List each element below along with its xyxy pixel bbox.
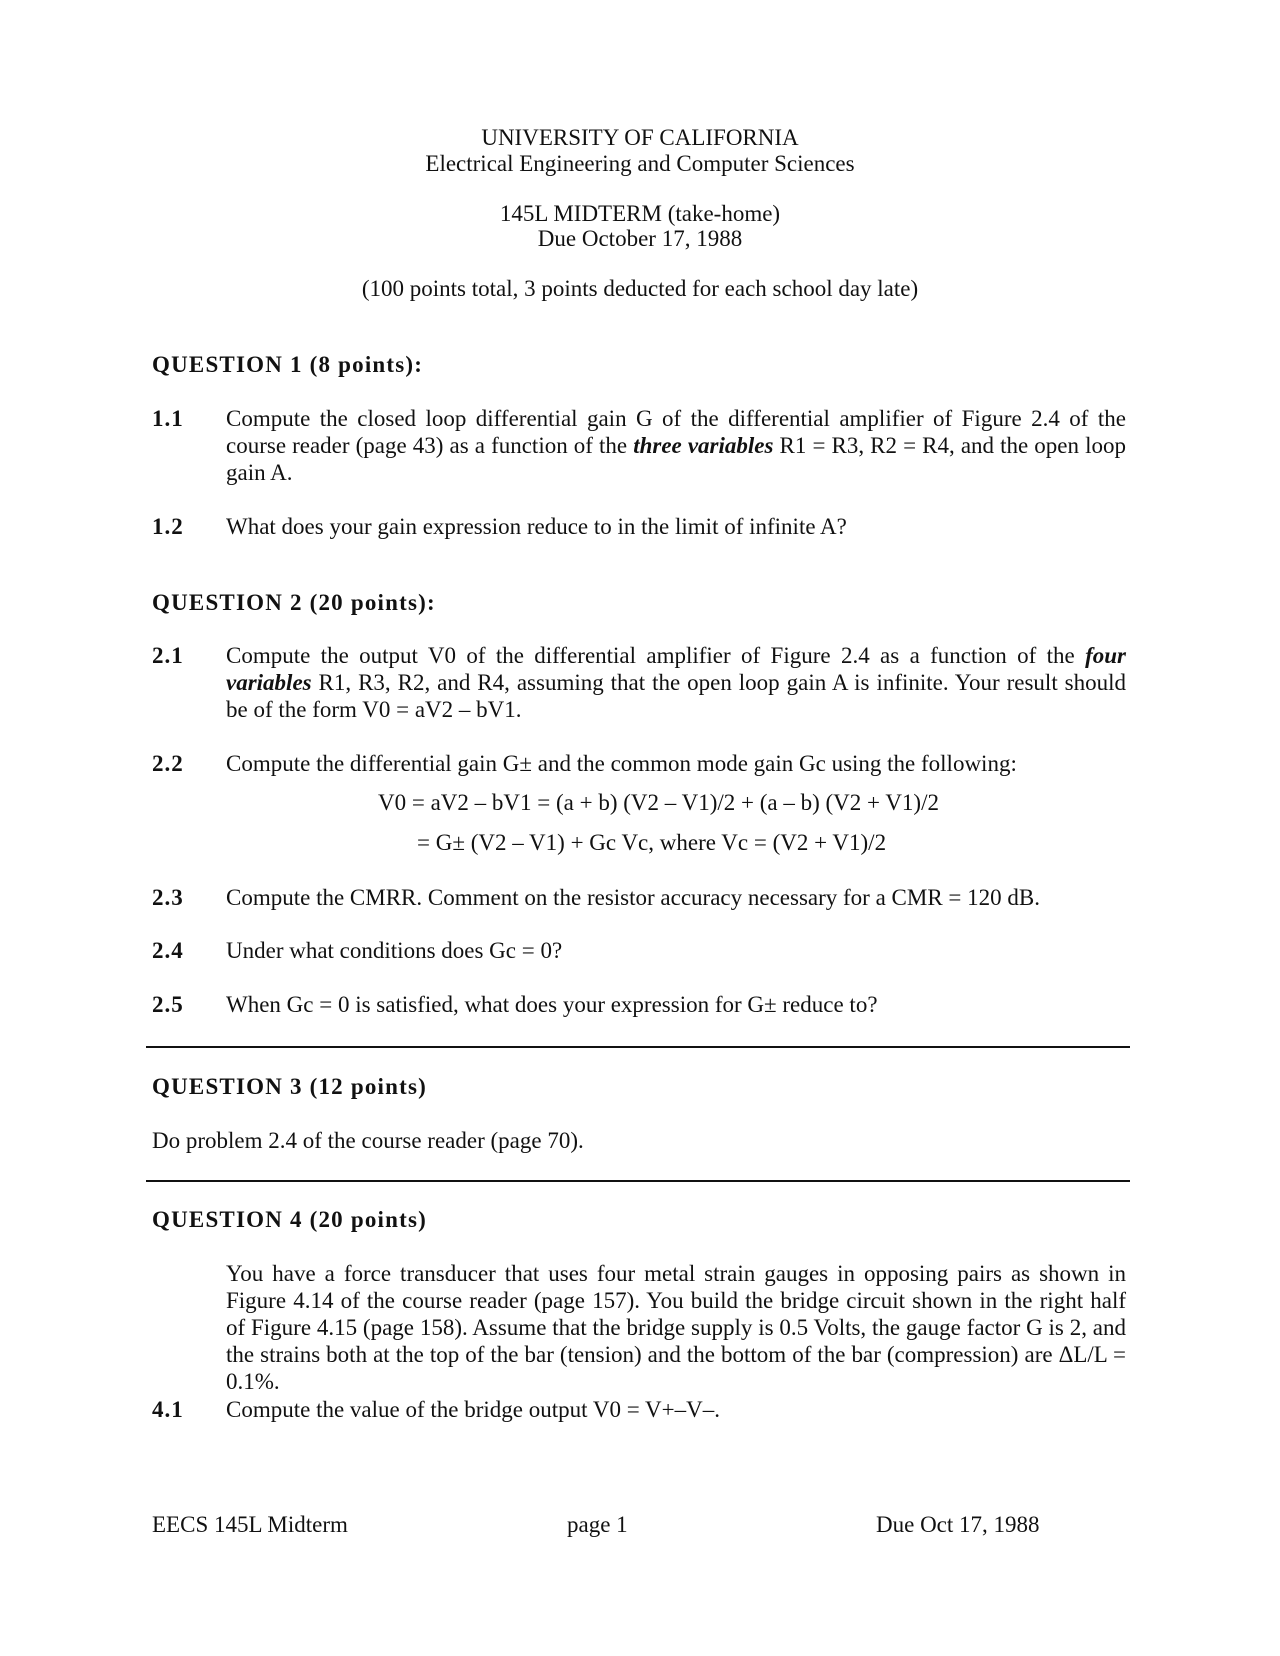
equation-line-2: = G± (V2 – V1) + Gc Vc, where Vc = (V2 + V1)/2 <box>417 830 887 855</box>
item-2-1-text-a: Compute the output V0 of the differential amplifier of Figure 2.4 as a function of the <box>226 643 1086 668</box>
item-2-1-emphasis: four variables <box>226 643 1126 695</box>
item-1-1-emphasis: three variables <box>633 433 774 458</box>
footer-course: EECS 145L Midterm <box>152 1512 348 1537</box>
item-2-1-text <box>226 642 1126 723</box>
question-4-intro: You have a force transducer that uses four metal strain gauges in opposing pairs as shown in Figure 4.14 of the course reader (page 157). You build the bridge circuit shown in the right half of Figure 4.15 (page 158). Assume that the bridge supply is 0.5 Volts, the gauge factor G is 2, and the strains both at the top of the bar (tension) and the bottom of the bar (compression) are ΔL/L = 0.1%. <box>226 1261 1126 1394</box>
footer-page-number: page 1 <box>567 1512 628 1537</box>
item-2-4-text: Under what conditions does Gc = 0? <box>226 938 563 963</box>
item-number: 2.2 <box>152 751 184 776</box>
item-2-3-text: Compute the CMRR. Comment on the resistor accuracy necessary for a CMR = 120 dB. <box>226 885 1040 910</box>
exam-title: 145L MIDTERM (take-home) <box>499 201 781 226</box>
item-2-1-text-b: R1, R3, R2, and R4, assuming that the open loop gain A is infinite. Your result should be of the form V0 = aV2 – bV1. <box>226 670 1126 722</box>
equation-line-1: V0 = aV2 – bV1 = (a + b) (V2 – V1)/2 + (a – b) (V2 + V1)/2 <box>378 790 939 815</box>
item-2-2-text: Compute the differential gain G± and the common mode gain Gc using the following: <box>226 751 1017 776</box>
item-number: 1.2 <box>152 514 184 539</box>
university-title: UNIVERSITY OF CALIFORNIA <box>481 125 799 150</box>
footer-due-date: Due Oct 17, 1988 <box>876 1512 1040 1537</box>
question-2-heading: QUESTION 2 (20 points): <box>152 590 436 615</box>
item-4-1-text: Compute the value of the bridge output V0 = V+–V–. <box>226 1397 720 1422</box>
section-divider <box>146 1046 1130 1048</box>
question-3-text: Do problem 2.4 of the course reader (page 70). <box>152 1128 584 1153</box>
item-number: 1.1 <box>152 406 184 431</box>
item-1-2-text: What does your gain expression reduce to in the limit of infinite A? <box>226 514 847 539</box>
section-divider <box>146 1180 1130 1182</box>
due-date: Due October 17, 1988 <box>537 226 743 251</box>
item-number: 2.4 <box>152 938 184 963</box>
item-1-1-text-b: R1 = R3, R2 = R4, and the open loop gain A. <box>226 433 1126 485</box>
item-2-5-text: When Gc = 0 is satisfied, what does your expression for G± reduce to? <box>226 992 878 1017</box>
item-number: 2.5 <box>152 992 184 1017</box>
item-number: 2.3 <box>152 885 184 910</box>
item-1-1-text-a: Compute the closed loop differential gain G of the differential amplifier of Figure 2.4 of the course reader (page 43) as a function of the <box>226 406 1126 458</box>
points-note: (100 points total, 3 points deducted for each school day late) <box>361 276 919 301</box>
question-3-heading: QUESTION 3 (12 points) <box>152 1074 427 1099</box>
department-title: Electrical Engineering and Computer Sciences <box>425 151 855 176</box>
item-number: 4.1 <box>152 1397 184 1422</box>
question-1-heading: QUESTION 1 (8 points): <box>152 352 424 377</box>
question-4-heading: QUESTION 4 (20 points) <box>152 1207 427 1232</box>
item-1-1-text <box>226 405 1126 486</box>
item-number: 2.1 <box>152 643 184 668</box>
